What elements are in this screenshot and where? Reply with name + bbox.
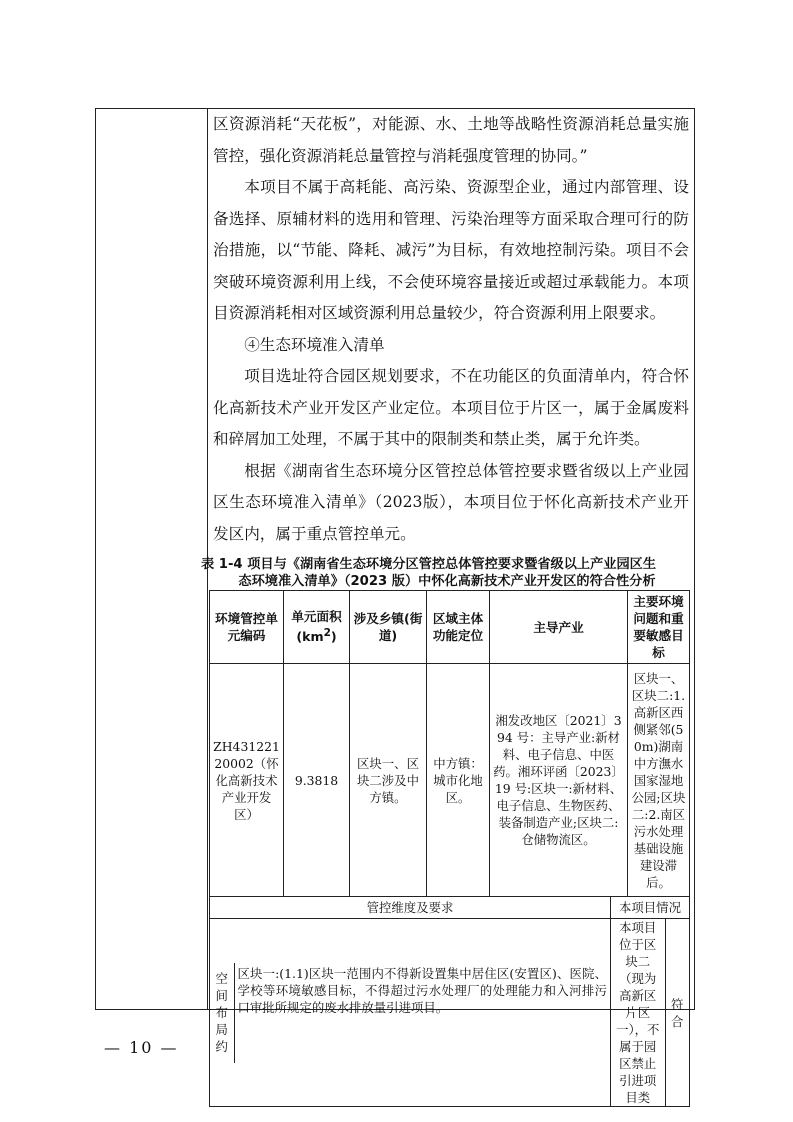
header-area-close: ) xyxy=(330,629,337,645)
situation-inner xyxy=(611,919,689,1106)
header-area-unit: (km xyxy=(296,629,324,645)
table-caption-line1: 表 1-4 项目与《湖南省生态环境分区管控总体管控要求暨省级以上产业园区生 xyxy=(201,557,657,572)
header-area-sup: 2 xyxy=(323,627,331,640)
table-caption xyxy=(201,556,693,590)
header-issues: 主要环境问题和重要敏感目标 xyxy=(628,591,690,664)
content-column xyxy=(201,109,689,1107)
page-footer xyxy=(104,1038,204,1057)
table-row xyxy=(210,664,690,897)
header-area xyxy=(284,591,350,664)
header-function: 区域主体功能定位 xyxy=(427,591,490,664)
cell-situation: 本项目位于区块二（现为高新区片区一），不属于园区禁止引进项目类 xyxy=(611,919,665,1106)
header-area-label: 单元面积 xyxy=(291,609,342,625)
header-town: 涉及乡镇(街道) xyxy=(350,591,427,664)
cell-town: 区块一、区块二涉及中方镇。 xyxy=(350,664,427,897)
paragraph-continuation: 区资源消耗“天花板”，对能源、水、土地等战略性资源消耗总量实施管控，强化资源消耗总量管控与消耗强度管理的协同。” xyxy=(213,115,689,165)
page-number: 10 xyxy=(129,1038,154,1057)
subheader-control: 管控维度及要求 xyxy=(210,897,611,919)
cell-area: 9.3818 xyxy=(284,664,350,897)
paragraph-site-selection: 项目选址符合园区规划要求，不在功能区的负面清单内，符合怀化高新技术产业开发区产业定位。本项目位于片区一，属于金属废料和碎屑加工处理，不属于其中的限制类和禁止类，属于允许类。 xyxy=(213,367,689,448)
table-subheader-row xyxy=(210,897,690,919)
footer-dash-left: — xyxy=(104,1038,122,1057)
situation-container xyxy=(611,919,690,1107)
paragraph-resource-limit: 本项目不属于高耗能、高污染、资源型企业，通过内部管理、设备选择、原辅材料的选用和管理、污染治理等方面采取合理可行的防治措施，以“节能、降耗、减污”为目标，有效地控制污染。项目不会突破环境资源利用上线，不会使环境容量接近或超过承载能力。本项目资源消耗相对区域资源利用总量较少，符合资源利用上限要求。 xyxy=(213,178,689,322)
table-requirement-row xyxy=(210,919,690,1107)
cell-issues: 区块一、区块二:1.高新区西侧紧邻(50m)湖南中方潕水国家湿地公园;区块二:2.南区污水处理基础设施建设滞后。 xyxy=(628,664,690,897)
paragraph-control-unit: 根据《湖南省生态环境分区管控总体管控要求暨省级以上产业园区生态环境准入清单》（2023版），本项目位于怀化高新技术产业开发区内，属于重点管控单元。 xyxy=(213,461,689,543)
header-code: 环境管控单元编码 xyxy=(210,591,284,664)
table-caption-line2: 态环境准入清单》（2023 版）中怀化高新技术产业开发区的符合性分析 xyxy=(238,574,656,589)
cell-requirement: 区块一:(1.1)区块一范围内不得新设置集中居住区(安置区)、医院、学校等环境敏感目标，不得超过污水处理厂的处理能力和入河排污口审批所规定的废水排放量引进项目。 xyxy=(237,965,607,1015)
section-heading-access-list: ④生态环境准入清单 xyxy=(244,335,385,354)
header-industry: 主导产业 xyxy=(490,591,628,664)
conformity-table xyxy=(209,590,690,1107)
cell-code: ZH43122120002（怀化高新技术产业开发区） xyxy=(210,664,284,897)
requirement-inner xyxy=(210,963,610,1063)
requirement-container xyxy=(210,919,611,1107)
cell-industry: 湘发改地区〔2021〕394 号：主导产业:新材料、电子信息、中医药。湘环评函〔2023〕19 号:区块一:新材料、电子信息、生物医药、装备制造产业;区块二:仓储物流区。 xyxy=(490,664,628,897)
cell-function: 中方镇：城市化地区。 xyxy=(427,664,490,897)
cell-conformity: 符合 xyxy=(671,996,684,1029)
table-header-row xyxy=(210,591,690,664)
cell-dimension: 空间布局约 xyxy=(210,963,234,1063)
subheader-situation: 本项目情况 xyxy=(611,897,690,919)
footer-dash-right: — xyxy=(160,1038,179,1057)
